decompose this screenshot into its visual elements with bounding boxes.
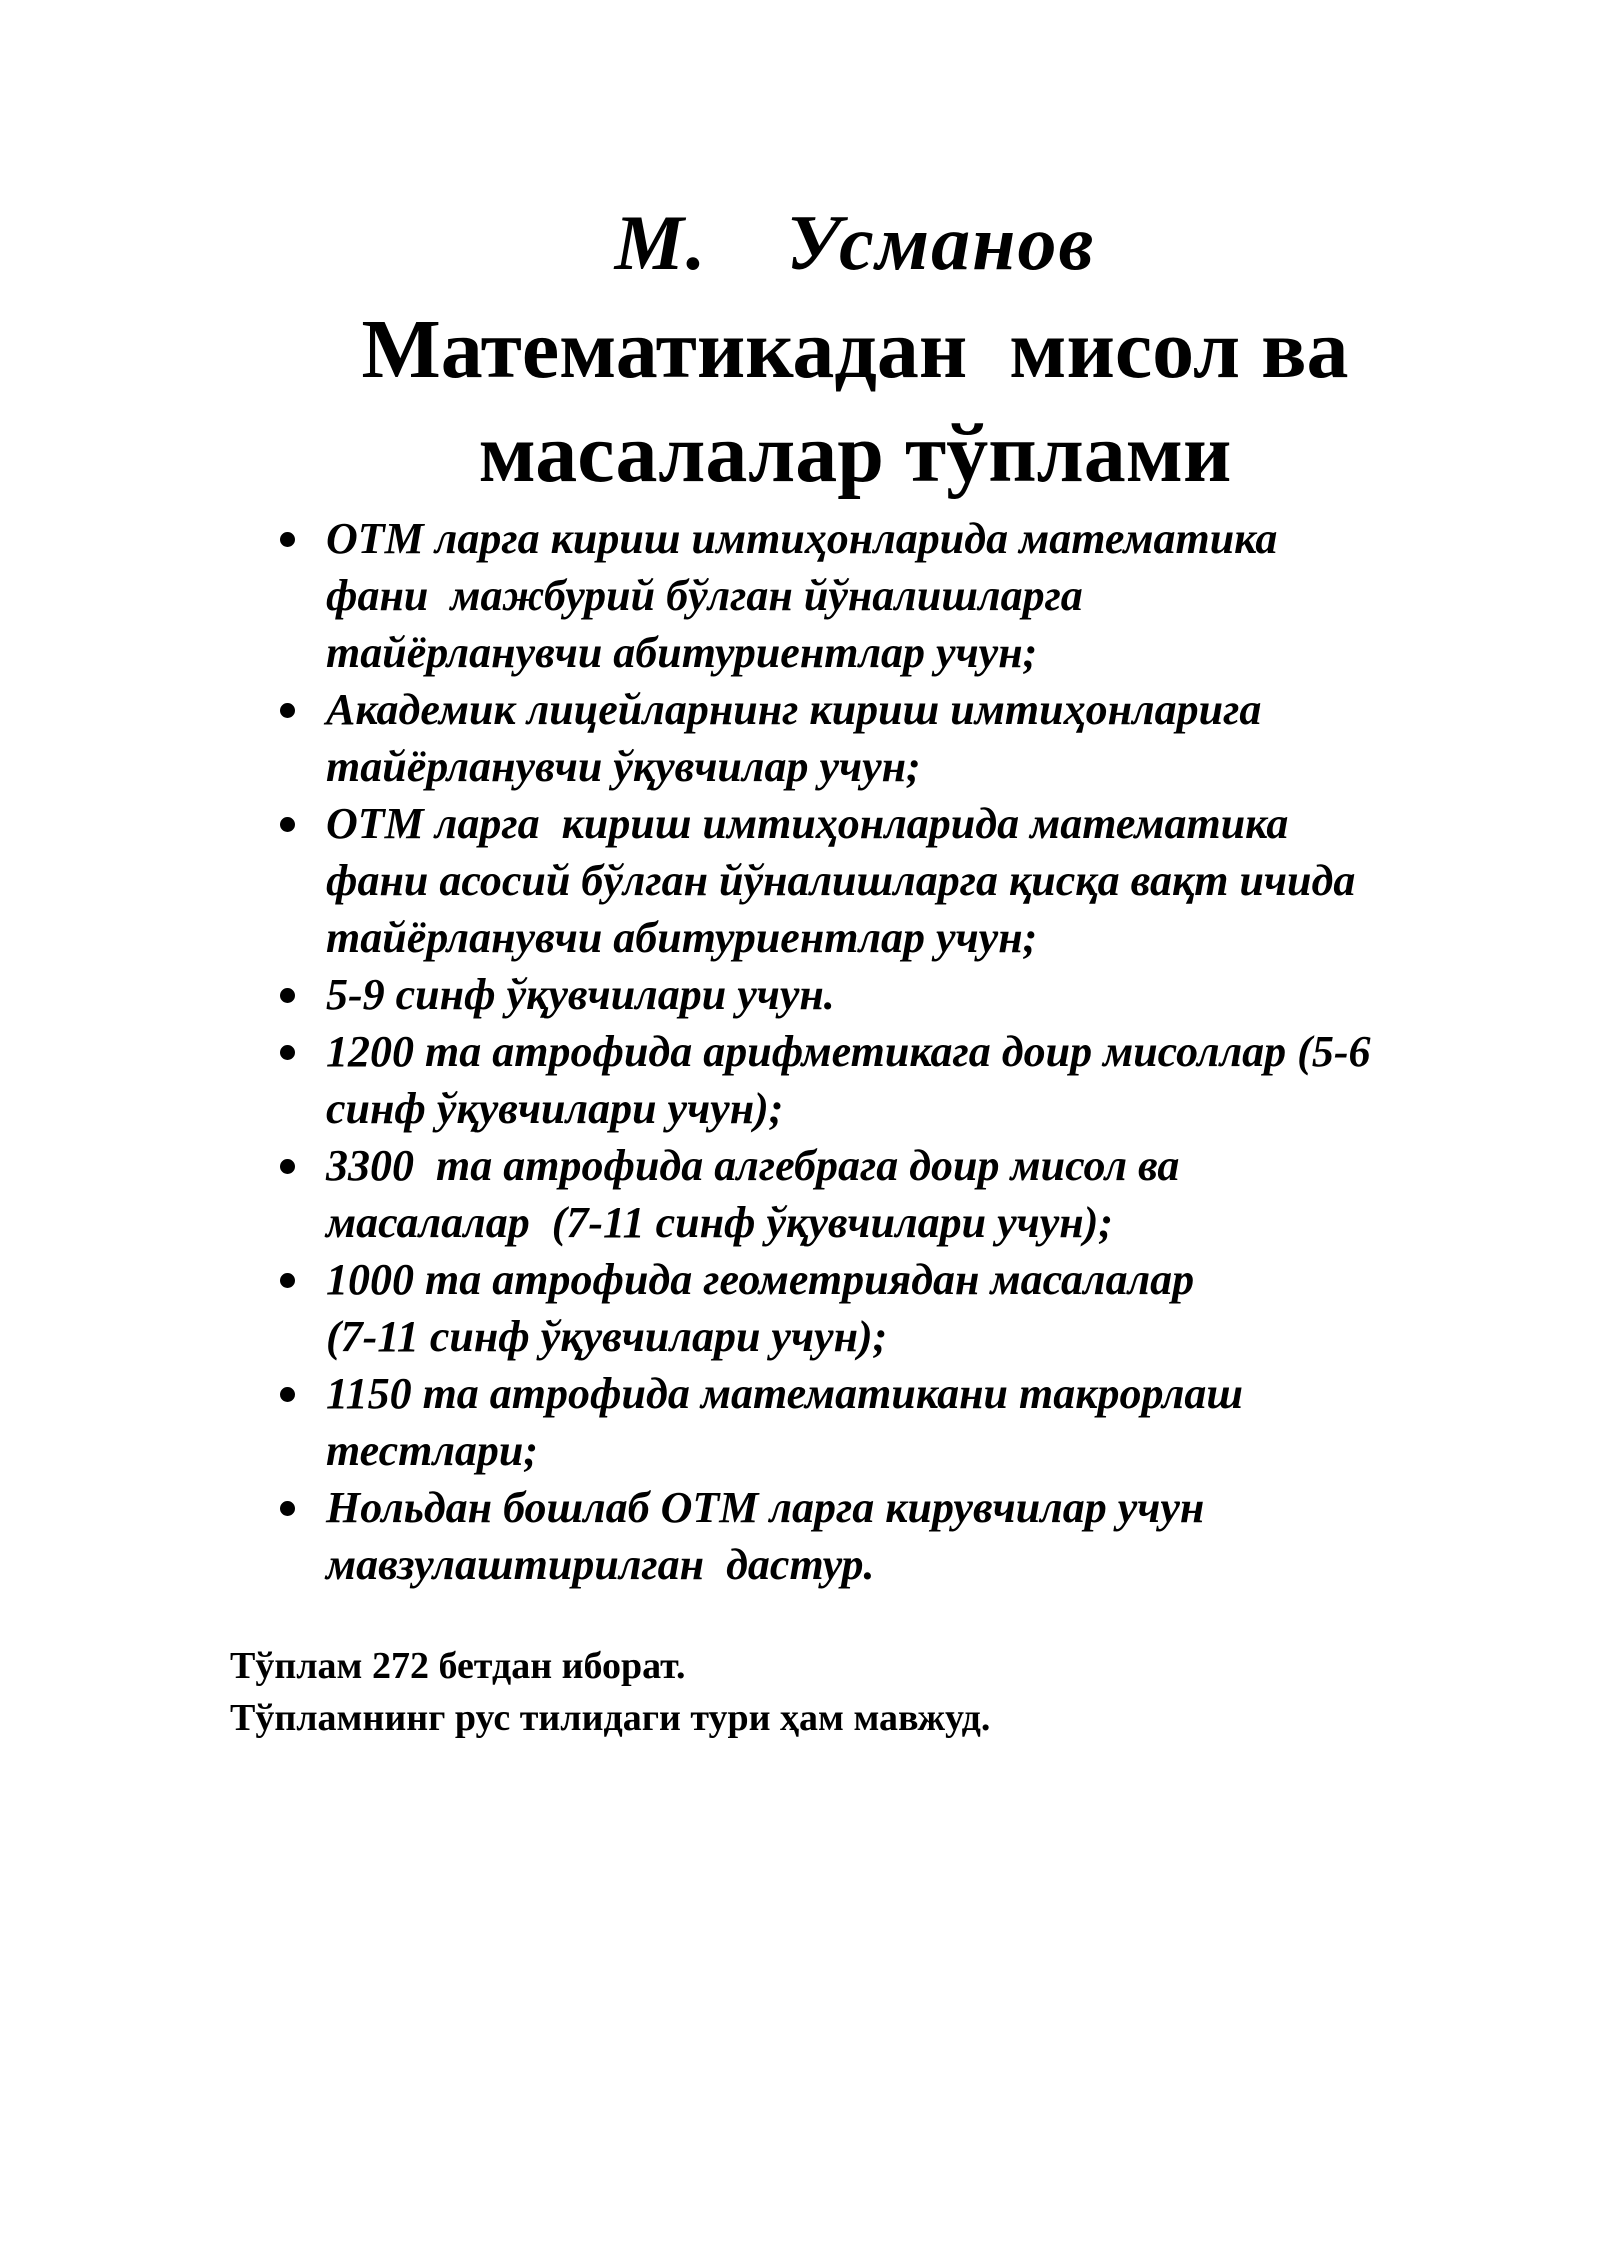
list-item-text: 5-9 синф ўқувчилари учун. [326, 970, 835, 1019]
footer-page-count: Тўплам 272 бетдан иборат. [230, 1645, 686, 1687]
bullet-icon [280, 1273, 295, 1288]
list-item-text: ОТМ ларга кириш имтиҳонларида математика [326, 514, 1278, 563]
bullet-icon [280, 532, 295, 547]
author-name: М. Усманов [614, 199, 1096, 286]
list-item [280, 1137, 1590, 1251]
list-item-text: 1000 та атрофида геометриядан масалалар [326, 1255, 1195, 1304]
list-item-text: (7-11 синф ўқувчилари учун); [326, 1312, 888, 1361]
list-item [280, 795, 1590, 966]
list-item-text: фани асосий бўлган йўналишларга қисқа вақт ичида [326, 856, 1356, 905]
list-item-text: тайёрланувчи абитуриентлар учун; [326, 628, 1038, 677]
book-title-line: масалалар тўплами [478, 407, 1232, 500]
bullet-icon [280, 817, 295, 832]
list-item-text: 3300 та атрофида алгебрага доир мисол ва [326, 1141, 1180, 1190]
list-item [280, 1479, 1590, 1593]
list-item [280, 510, 1590, 681]
list-item-text: синф ўқувчилари учун); [326, 1084, 784, 1133]
list-item-text: тестлари; [326, 1426, 539, 1475]
list-item-text: масалалар (7-11 синф ўқувчилари учун); [326, 1198, 1114, 1247]
list-item-text: тайёрланувчи абитуриентлар учун; [326, 913, 1038, 962]
list-item-text: Академик лицейларнинг кириш имтиҳонларига [326, 685, 1262, 734]
bullet-icon [280, 1045, 295, 1060]
list-item-text: мавзулаштирилган дастур. [326, 1540, 875, 1589]
footer-russian-version: Тўпламнинг рус тилидаги тури ҳам мавжуд. [230, 1697, 991, 1739]
list-item-text: 1150 та атрофида математикани такрорлаш [326, 1369, 1244, 1418]
bullet-icon [280, 703, 295, 718]
bullet-icon [280, 1501, 295, 1516]
list-item [280, 1251, 1590, 1365]
bullet-icon [280, 1387, 295, 1402]
book-title [0, 298, 1600, 506]
feature-list [280, 510, 1590, 1593]
book-title-line: Математикадан мисол ва [361, 303, 1349, 396]
list-item [280, 1365, 1590, 1479]
footer-note [230, 1640, 990, 1744]
bullet-icon [280, 1159, 295, 1174]
list-item [280, 1023, 1590, 1137]
bullet-icon [280, 988, 295, 1003]
list-item-text: Нольдан бошлаб ОТМ ларга кирувчилар учун [326, 1483, 1205, 1532]
list-item-text: 1200 та атрофида арифметикага доир мисоллар (5-6 [326, 1027, 1371, 1076]
list-item [280, 966, 1590, 1023]
list-item-text: фани мажбурий бўлган йўналишларга [326, 571, 1083, 620]
list-item [280, 681, 1590, 795]
list-item-text: ОТМ ларга кириш имтиҳонларида математика [326, 799, 1289, 848]
list-item-text: тайёрланувчи ўқувчилар учун; [326, 742, 921, 791]
